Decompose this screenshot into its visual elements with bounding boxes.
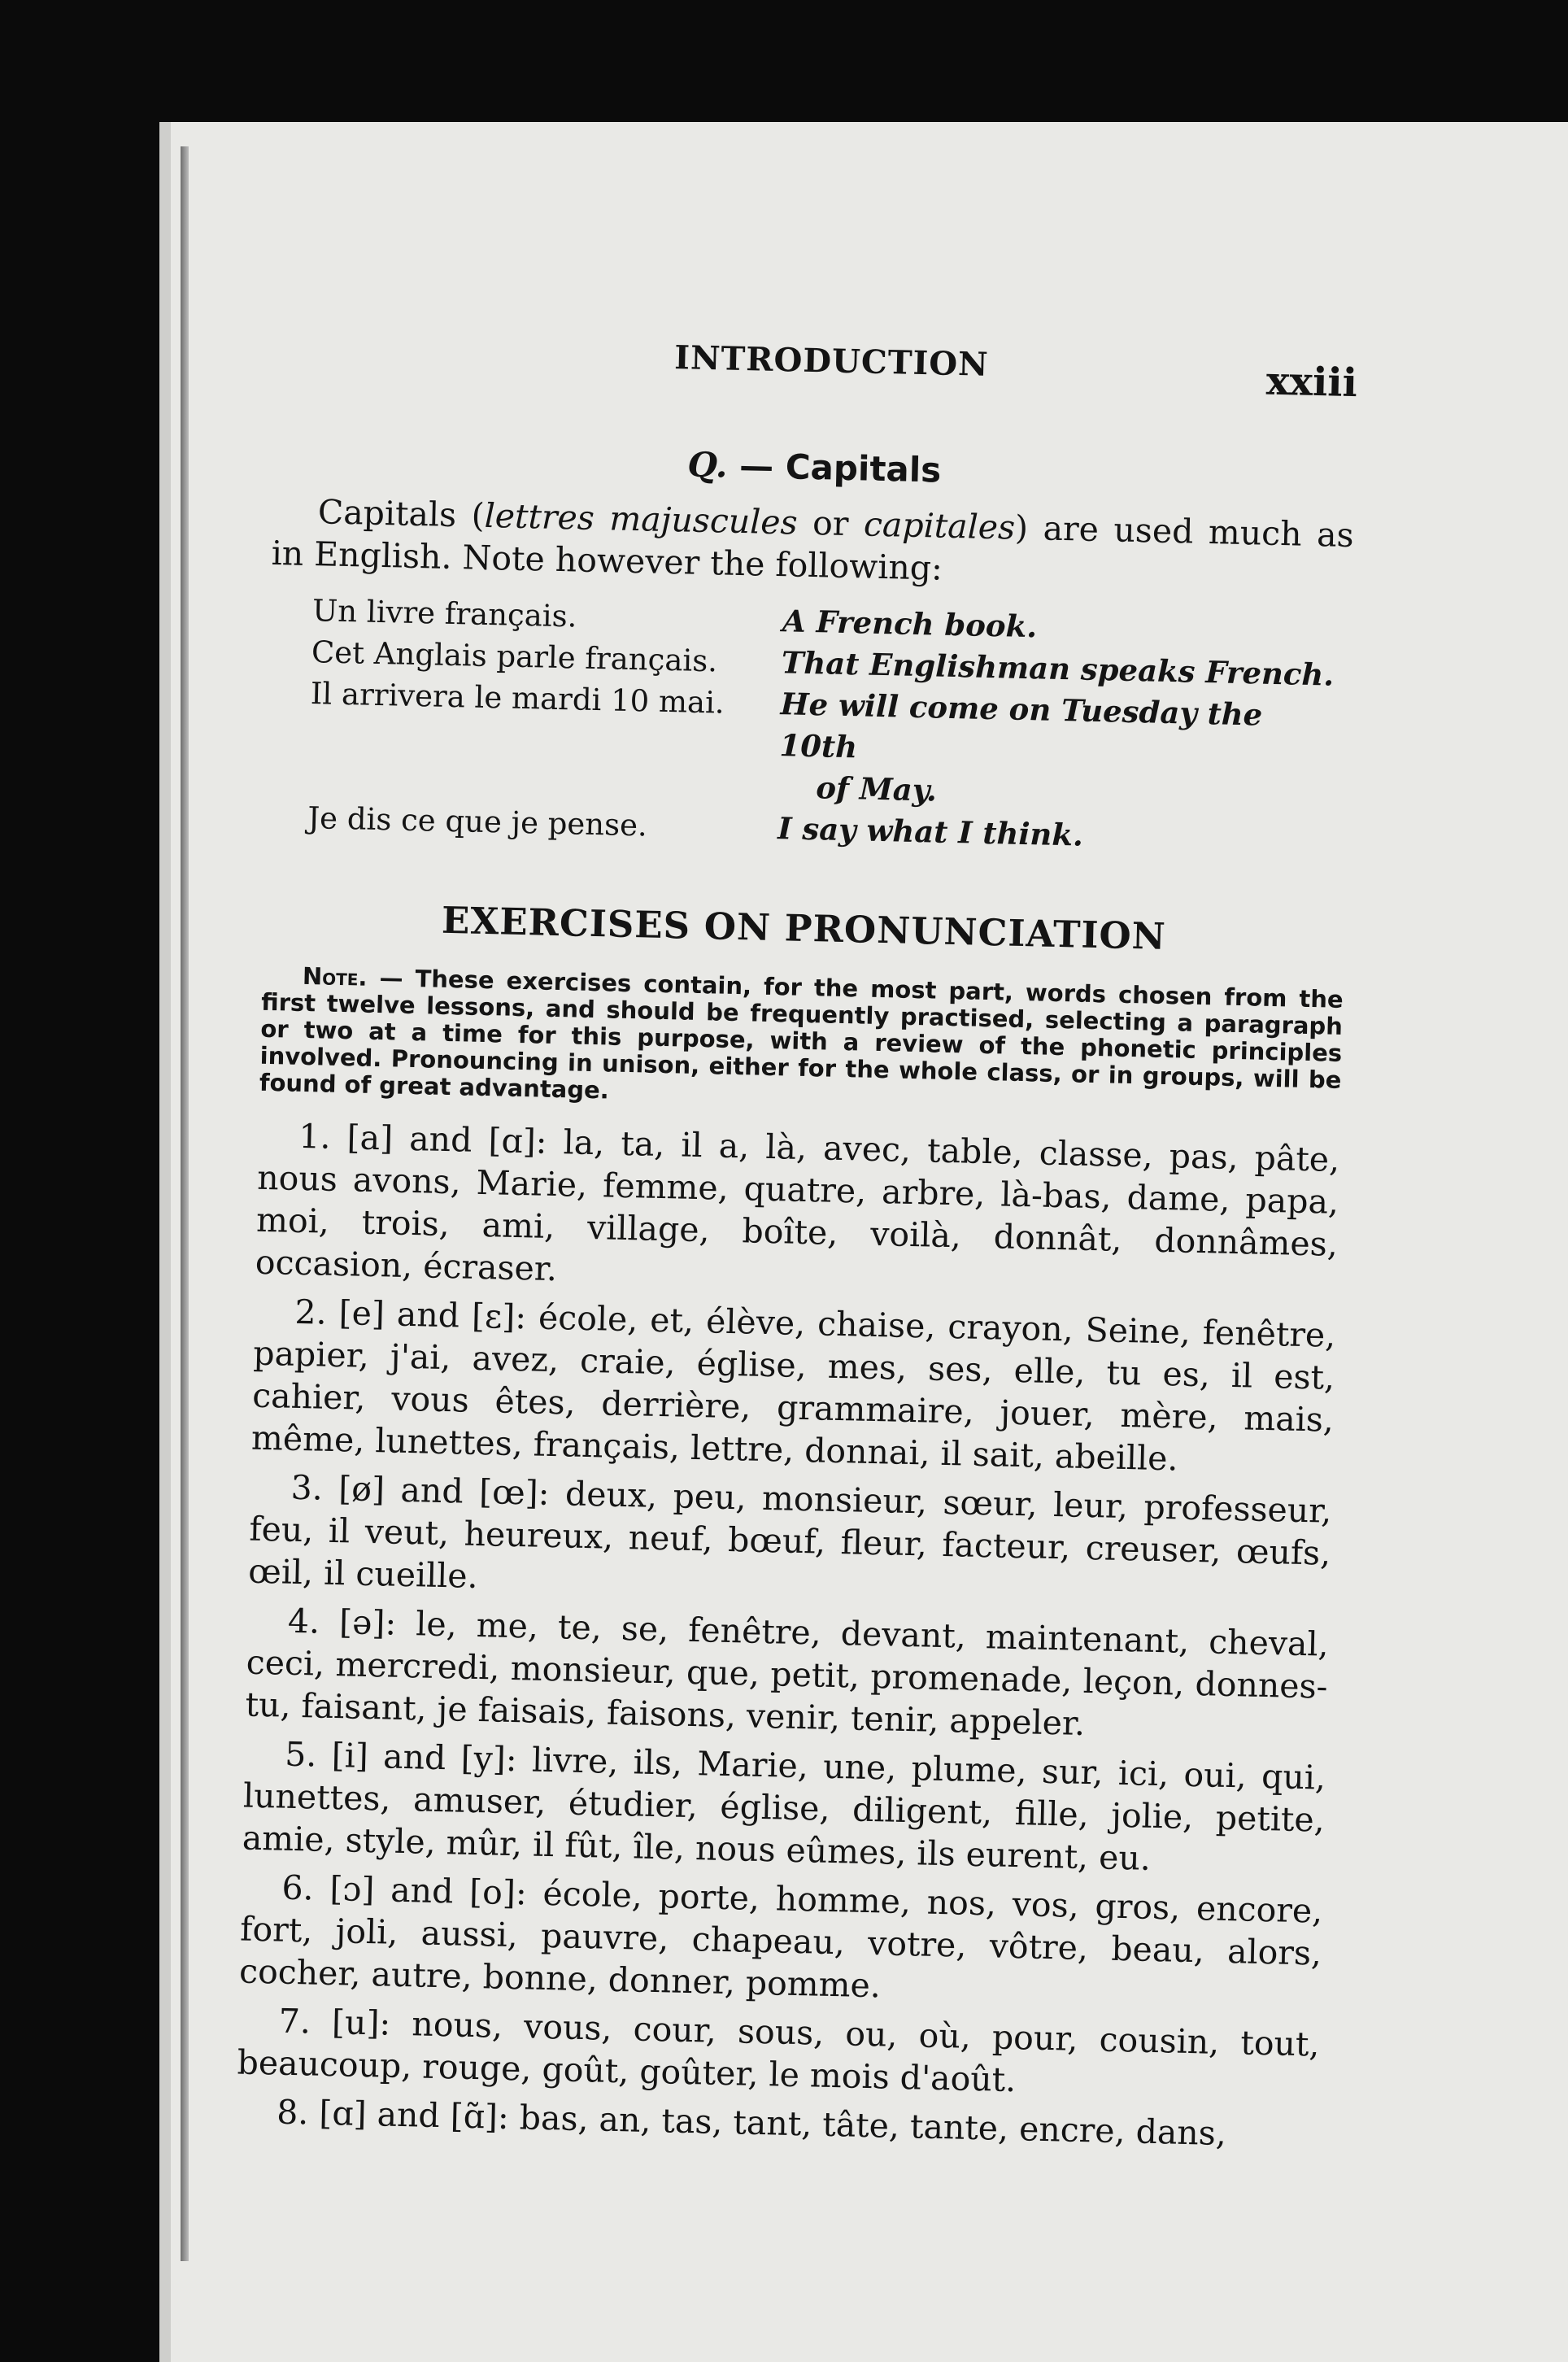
example-english: A French book. — [782, 603, 1038, 645]
exercise-item: 3. [ø] and [œ]: deux, peu, monsieur, sœur, leur, professeur, feu, il veut, heureux, neuf, bœuf, fleur, facteur, creuser, œufs, œil, il cueille. — [247, 1467, 1332, 1597]
example-english: That Englishman speaks French. — [781, 644, 1335, 693]
exercise-item: 2. [e] and [ɛ]: école, et, élève, chaise, crayon, Seine, fenêtre, papier, j'ai, avez, craie, église, mes, ses, elle, tu es, il est, cahier, vous êtes, derrière, grammaire, jouer, mère, mais, même, lunettes, français, lettre, donnai, il sait, abeille. — [250, 1292, 1336, 1479]
para-text-3: ) are used much as in English. Note however the following: — [271, 508, 1355, 588]
capitals-paragraph — [271, 490, 1354, 599]
example-french: Je dis ce que je pense. — [307, 800, 648, 843]
capitals-heading — [273, 435, 1356, 499]
exercise-item: 7. [u]: nous, vous, cour, sous, ou, où, pour, cousin, tout, beaucoup, rouge, goût, goûter, le mois d'août. — [237, 2001, 1321, 2100]
note-text: — These exercises contain, for the most part, words chosen from the first twelve lessons, and should be frequently practised, selecting a paragraph or two at a time for this purpose, with a review of the phonetic principles involved. Pronouncing in unison, either for the whole class, or in groups, will be found of great advantage. — [259, 963, 1344, 1105]
exercise-item: 4. [ə]: le, me, te, se, fenêtre, devant, maintenant, cheval, ceci, mercredi, monsieur, que, petit, promenade, leçon, donnes-tu, faisant, je faisais, faisons, venir, tenir, appeler. — [245, 1601, 1330, 1743]
exercise-item: 8. [ɑ] and [ɑ̃]: bas, an, tas, tant, tâte, tante, encre, dans, — [276, 2092, 1227, 2154]
example-french: Un livre français. — [311, 593, 577, 634]
example-english: of May. — [815, 769, 938, 808]
running-head-title: INTRODUCTION — [673, 338, 990, 384]
exercise-item: 5. [i] and [y]: livre, ils, Marie, une, plume, sur, ici, oui, qui, lunettes, amuser, étudier, église, diligent, fille, jolie, petite, amie, style, mûr, il fût, île, nous eûmes, ils eurent, eu. — [242, 1734, 1326, 1878]
exercises-note — [259, 962, 1344, 1121]
exercise-item: 1. [a] and [ɑ]: la, ta, il a, là, avec, table, classe, pas, pâte, nous avons, Marie, femme, quatre, arbre, là-bas, dame, papa, moi, trois, ami, village, boîte, voilà, donnât, donnâmes, occasion, écraser. — [255, 1116, 1340, 1289]
para-italic-1: lettres majuscules — [484, 495, 799, 543]
capitals-examples — [265, 589, 1352, 862]
page-text — [236, 329, 1358, 2164]
example-french: Cet Anglais parle français. — [311, 634, 718, 679]
note-label: Note. — [302, 961, 368, 991]
page-edge — [181, 146, 189, 2261]
example-english: He will come on Tuesday the 10th — [779, 686, 1263, 765]
page-number: xxiii — [1265, 358, 1358, 407]
example-french: Il arrivera le mardi 10 mai. — [310, 676, 725, 721]
section-title: — Capitals — [738, 445, 942, 490]
para-text-1: Capitals ( — [317, 492, 486, 535]
exercises-heading: EXERCISES ON PRONUNCIATION — [441, 898, 1167, 959]
example-english: I say what I think. — [777, 810, 1084, 853]
section-letter: Q. — [686, 444, 729, 486]
para-italic-2: capitales — [863, 504, 1016, 547]
exercise-item: 6. [ɔ] and [o]: école, porte, homme, nos, vos, gros, encore, fort, joli, aussi, pauvre, chapeau, votre, vôtre, beau, alors, cocher, autre, bonne, donner, pomme. — [238, 1867, 1323, 2006]
para-text-2: or — [797, 503, 865, 544]
